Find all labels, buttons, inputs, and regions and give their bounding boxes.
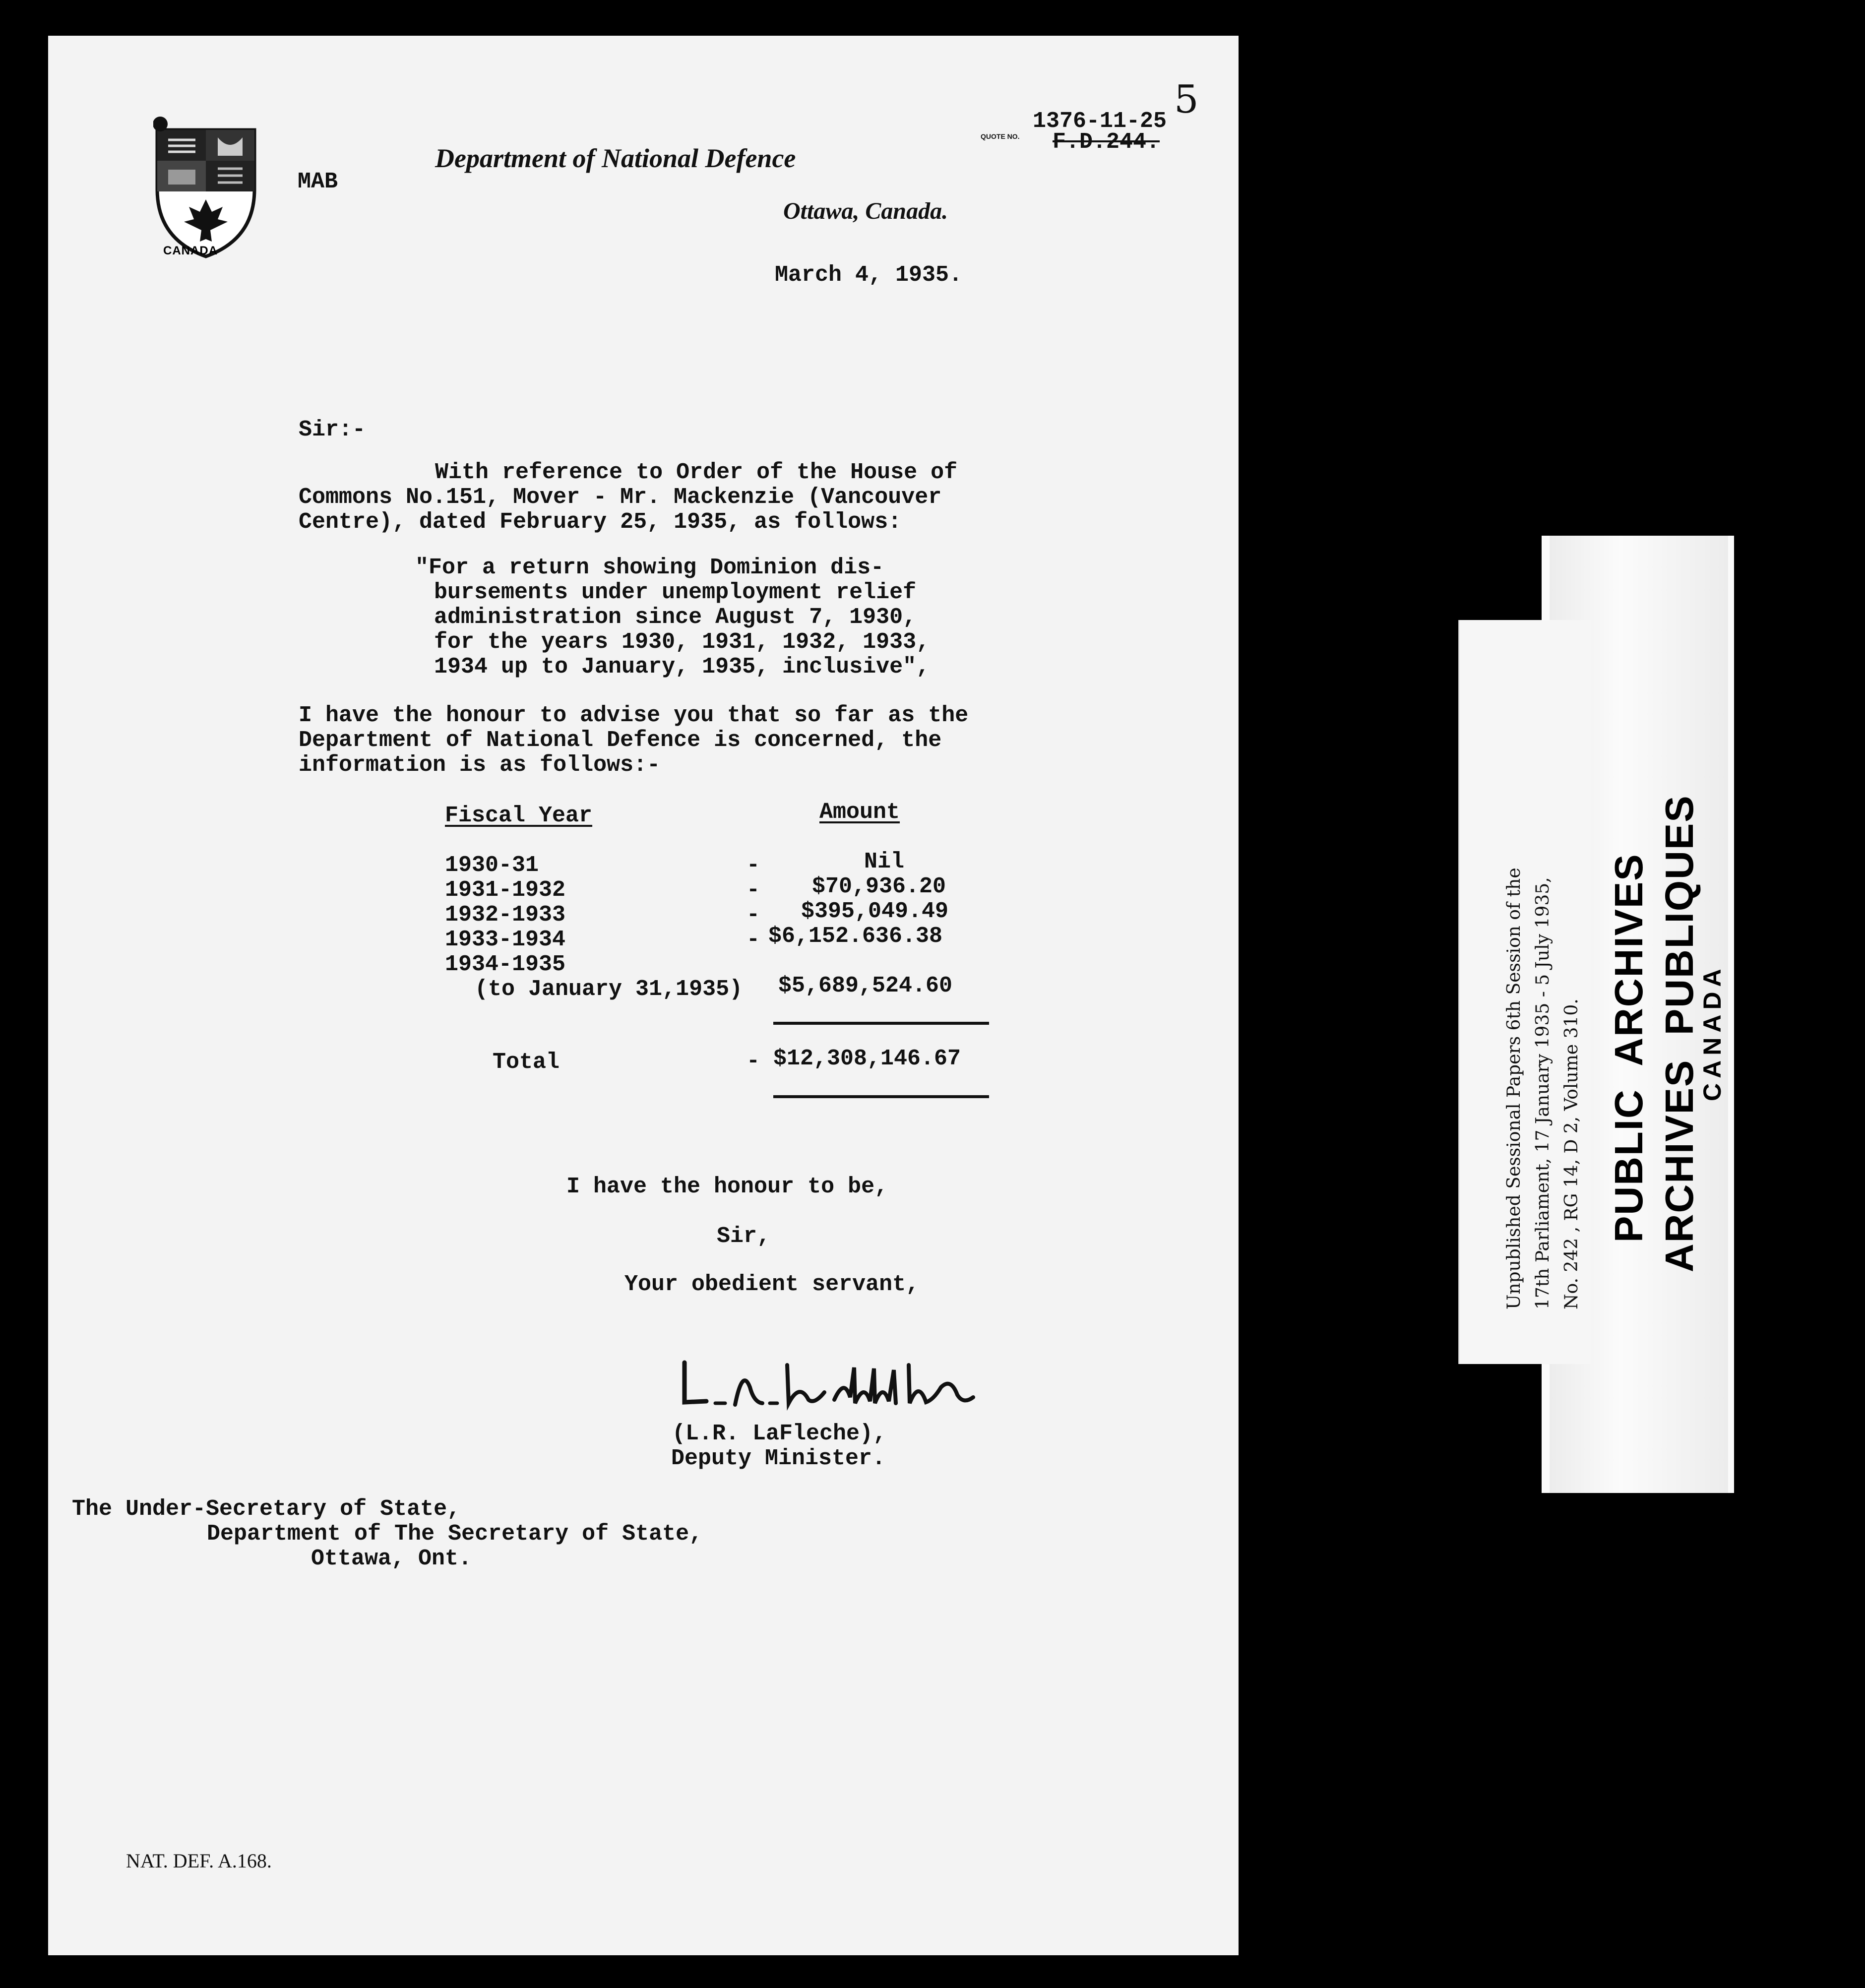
paragraph2-line3: information is as follows:-	[299, 752, 661, 778]
citation-line2: 17th Parliament, 17 January 1935 - 5 July 1935,	[1533, 877, 1553, 1309]
table-row-year: 1930-31	[445, 853, 539, 878]
salutation: Sir:-	[299, 417, 366, 442]
table-row-dash: -	[746, 902, 760, 928]
department-name: Department of National Defence	[435, 143, 796, 173]
table-row-dash: -	[746, 877, 760, 903]
column-header-fiscal-year: Fiscal Year	[445, 803, 593, 828]
location-line: Ottawa, Canada.	[783, 198, 948, 224]
paragraph1-line1: With reference to Order of the House of	[435, 460, 958, 485]
quote-line3: administration since August 7, 1930,	[434, 605, 917, 630]
table-row-year: 1932-1933	[445, 902, 566, 928]
archives-citation-label	[1458, 620, 1591, 1364]
table-row-year: 1933-1934	[445, 927, 566, 952]
quote-number: F.D.244.	[1053, 129, 1160, 155]
addressee-line3: Ottawa, Ont.	[311, 1546, 472, 1571]
paragraph2-line1: I have the honour to advise you that so far as the	[299, 703, 969, 728]
signatory-title: Deputy Minister.	[671, 1446, 886, 1471]
total-label: Total	[493, 1050, 560, 1075]
total-amount: $12,308,146.67	[773, 1046, 961, 1071]
closing-line2: Sir,	[717, 1224, 771, 1249]
column-header-amount: Amount	[819, 800, 900, 825]
page-mark: 5	[1174, 77, 1199, 122]
table-row-year: 1934-1935	[445, 952, 566, 977]
archives-french: ARCHIVES PUBLIQUES	[1657, 795, 1701, 1272]
paragraph2-line2: Department of National Defence is concerned, the	[299, 728, 942, 753]
total-rule	[773, 1095, 989, 1098]
citation-line1: Unpublished Sessional Papers 6th Session of the	[1504, 868, 1524, 1309]
addressee-line1: The Under-Secretary of State,	[72, 1496, 461, 1522]
signatory-name: (L.R. LaFleche),	[672, 1421, 887, 1446]
quote-line2: bursements under unemployment relief	[434, 580, 917, 605]
table-row-amount: $6,152.636.38	[768, 924, 943, 949]
citation-line3: No. 242 , RG 14, D 2, Volume 310.	[1561, 998, 1582, 1309]
table-row-amount: $395,049.49	[801, 899, 949, 924]
quote-line1: "For a return showing Dominion dis-	[415, 555, 884, 580]
quote-no-label: QUOTE NO.	[981, 132, 1020, 140]
coat-of-arms-icon	[153, 115, 258, 259]
paragraph1-line2: Commons No.151, Mover - Mr. Mackenzie (Vancouver	[299, 485, 942, 510]
handwritten-signature	[676, 1348, 983, 1422]
typist-initials: MAB	[298, 169, 338, 194]
table-row-amount: $5,689,524.60	[778, 973, 953, 998]
letter-date: March 4, 1935.	[775, 262, 963, 288]
quote-line5: 1934 up to January, 1935, inclusive",	[434, 654, 930, 680]
table-row-amount: Nil	[864, 849, 905, 874]
table-row-year: 1931-1932	[445, 877, 566, 903]
table-row-note: (to January 31,1935)	[475, 977, 743, 1002]
table-row-dash: -	[746, 853, 760, 878]
archives-country: CANADA	[1698, 964, 1726, 1101]
archives-english: PUBLIC ARCHIVES	[1607, 853, 1651, 1242]
paragraph1-line3: Centre), dated February 25, 1935, as follows:	[299, 509, 902, 535]
table-row-amount: $70,936.20	[812, 874, 946, 899]
table-row-dash: -	[746, 927, 760, 952]
quote-line4: for the years 1930, 1931, 1932, 1933,	[434, 629, 930, 655]
closing-line1: I have the honour to be,	[566, 1174, 888, 1199]
letter-page	[48, 36, 1239, 1955]
closing-line3: Your obedient servant,	[624, 1272, 920, 1297]
total-dash: -	[746, 1049, 760, 1074]
subtotal-rule	[773, 1022, 989, 1025]
form-number: NAT. DEF. A.168.	[126, 1850, 272, 1872]
file-number: 1376-11-25	[1033, 109, 1167, 134]
addressee-line2: Department of The Secretary of State,	[207, 1521, 703, 1547]
crest-caption: CANADA	[163, 244, 218, 257]
